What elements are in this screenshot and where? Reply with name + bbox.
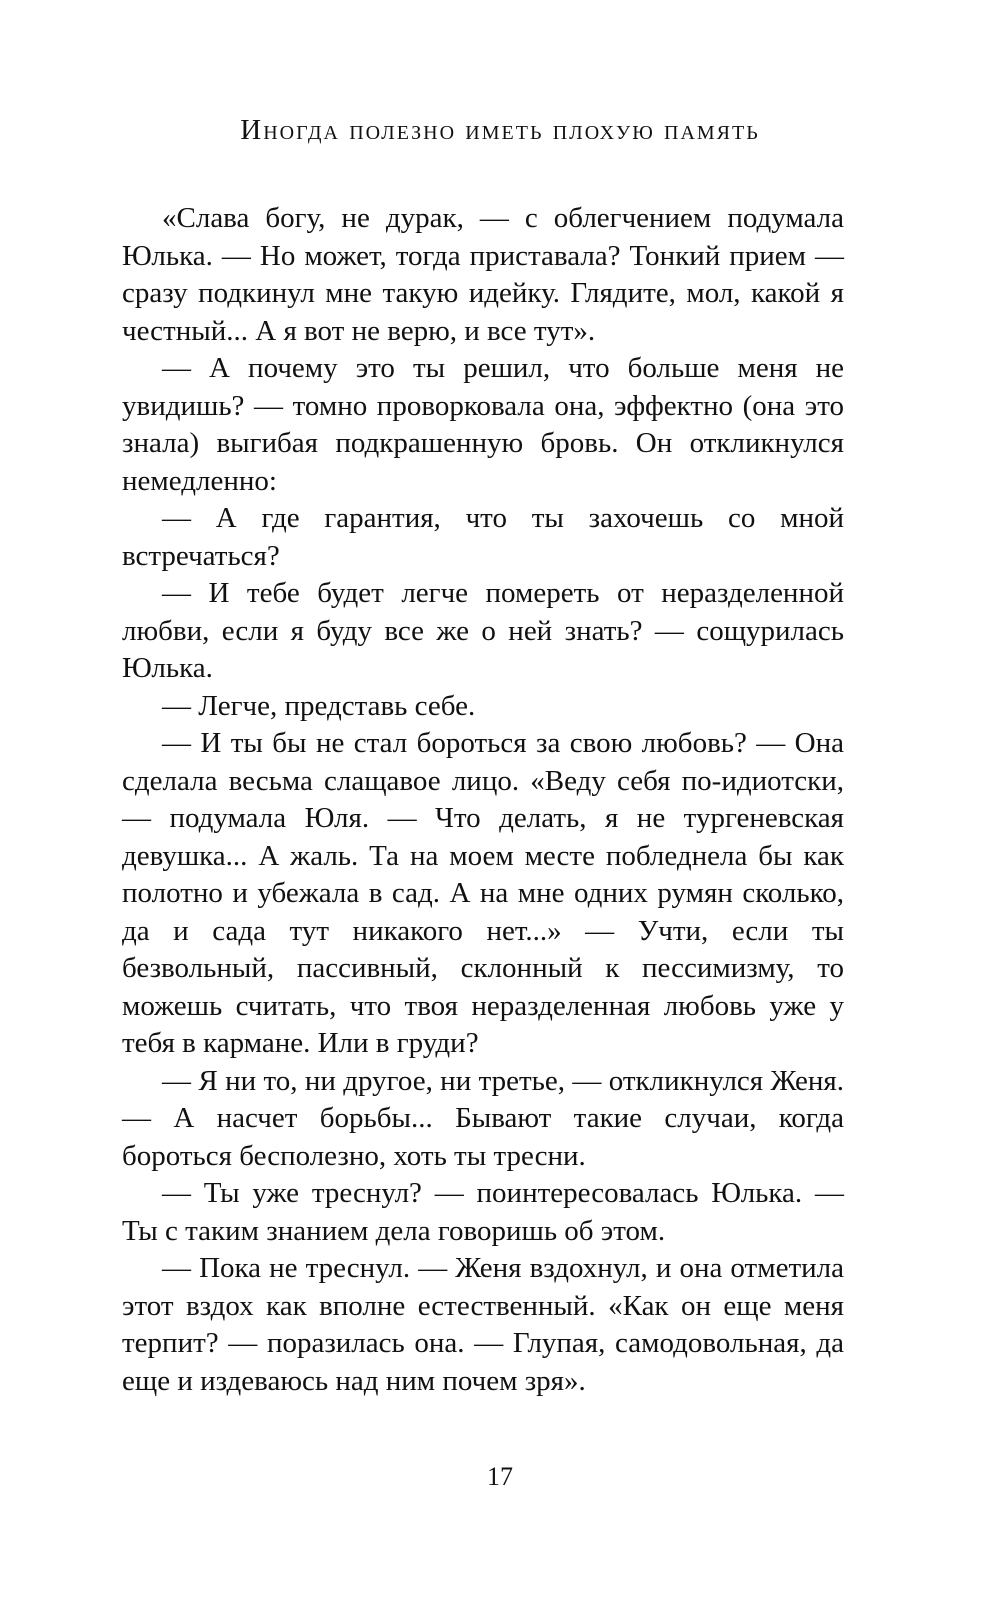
body-text: [122, 200, 844, 1400]
paragraph: — И тебе будет легче помереть от неразделенной любви, если я буду все же о ней знать? — сощурилась Юлька.: [122, 577, 844, 684]
paragraph: «Слава богу, не дурак, — с облегчением подумала Юлька. — Но может, тогда приставала? Тонкий прием — сразу подкинул мне такую идейку. Глядите, мол, какой я честный... А я вот не верю, и все тут».: [122, 202, 844, 347]
page-number: 17: [487, 1462, 513, 1491]
paragraph: — А почему это ты решил, что больше меня не увидишь? — томно проворковала она, эффектно (она это знала) выгибая подкрашенную бровь. Он откликнулся немедленно:: [122, 352, 844, 497]
paragraph: — Легче, представь себе.: [162, 689, 476, 722]
paragraph: — Я ни то, ни другое, ни третье, — откликнулся Женя. — А насчет борьбы... Бывают такие случаи, когда бороться бесполезно, хоть ты тресни.: [122, 1064, 844, 1172]
paragraph: — Пока не треснул. — Женя вздохнул, и она отметила этот вздох как вполне естественный. «Как он еще меня терпит? — поразилась она. — Глупая, самодовольная, да еще и издеваюсь над ним почем зря».: [122, 1252, 844, 1397]
paragraph: — А где гарантия, что ты захочешь со мной встречаться?: [122, 502, 844, 572]
running-title: Иногда полезно иметь плохую память: [240, 114, 760, 146]
paragraph: — Ты уже треснул? — поинтересовалась Юлька. — Ты с таким знанием дела говоришь об этом.: [122, 1177, 844, 1247]
paragraph: — И ты бы не стал бороться за свою любовь? — Она сделала весьма слащавое лицо. «Веду себя по-идиотски, — подумала Юля. — Что делать, я не тургеневская девушка... А жаль. Та на моем месте побледнела бы как полотно и убежала в сад. А на мне одних румян сколько, да и сада тут никакого нет...» — Учти, если ты безвольный, пассивный, склонный к пессимизму, то можешь считать, что твоя неразделенная любовь уже у тебя в кармане. Или в груди?: [122, 727, 844, 1059]
